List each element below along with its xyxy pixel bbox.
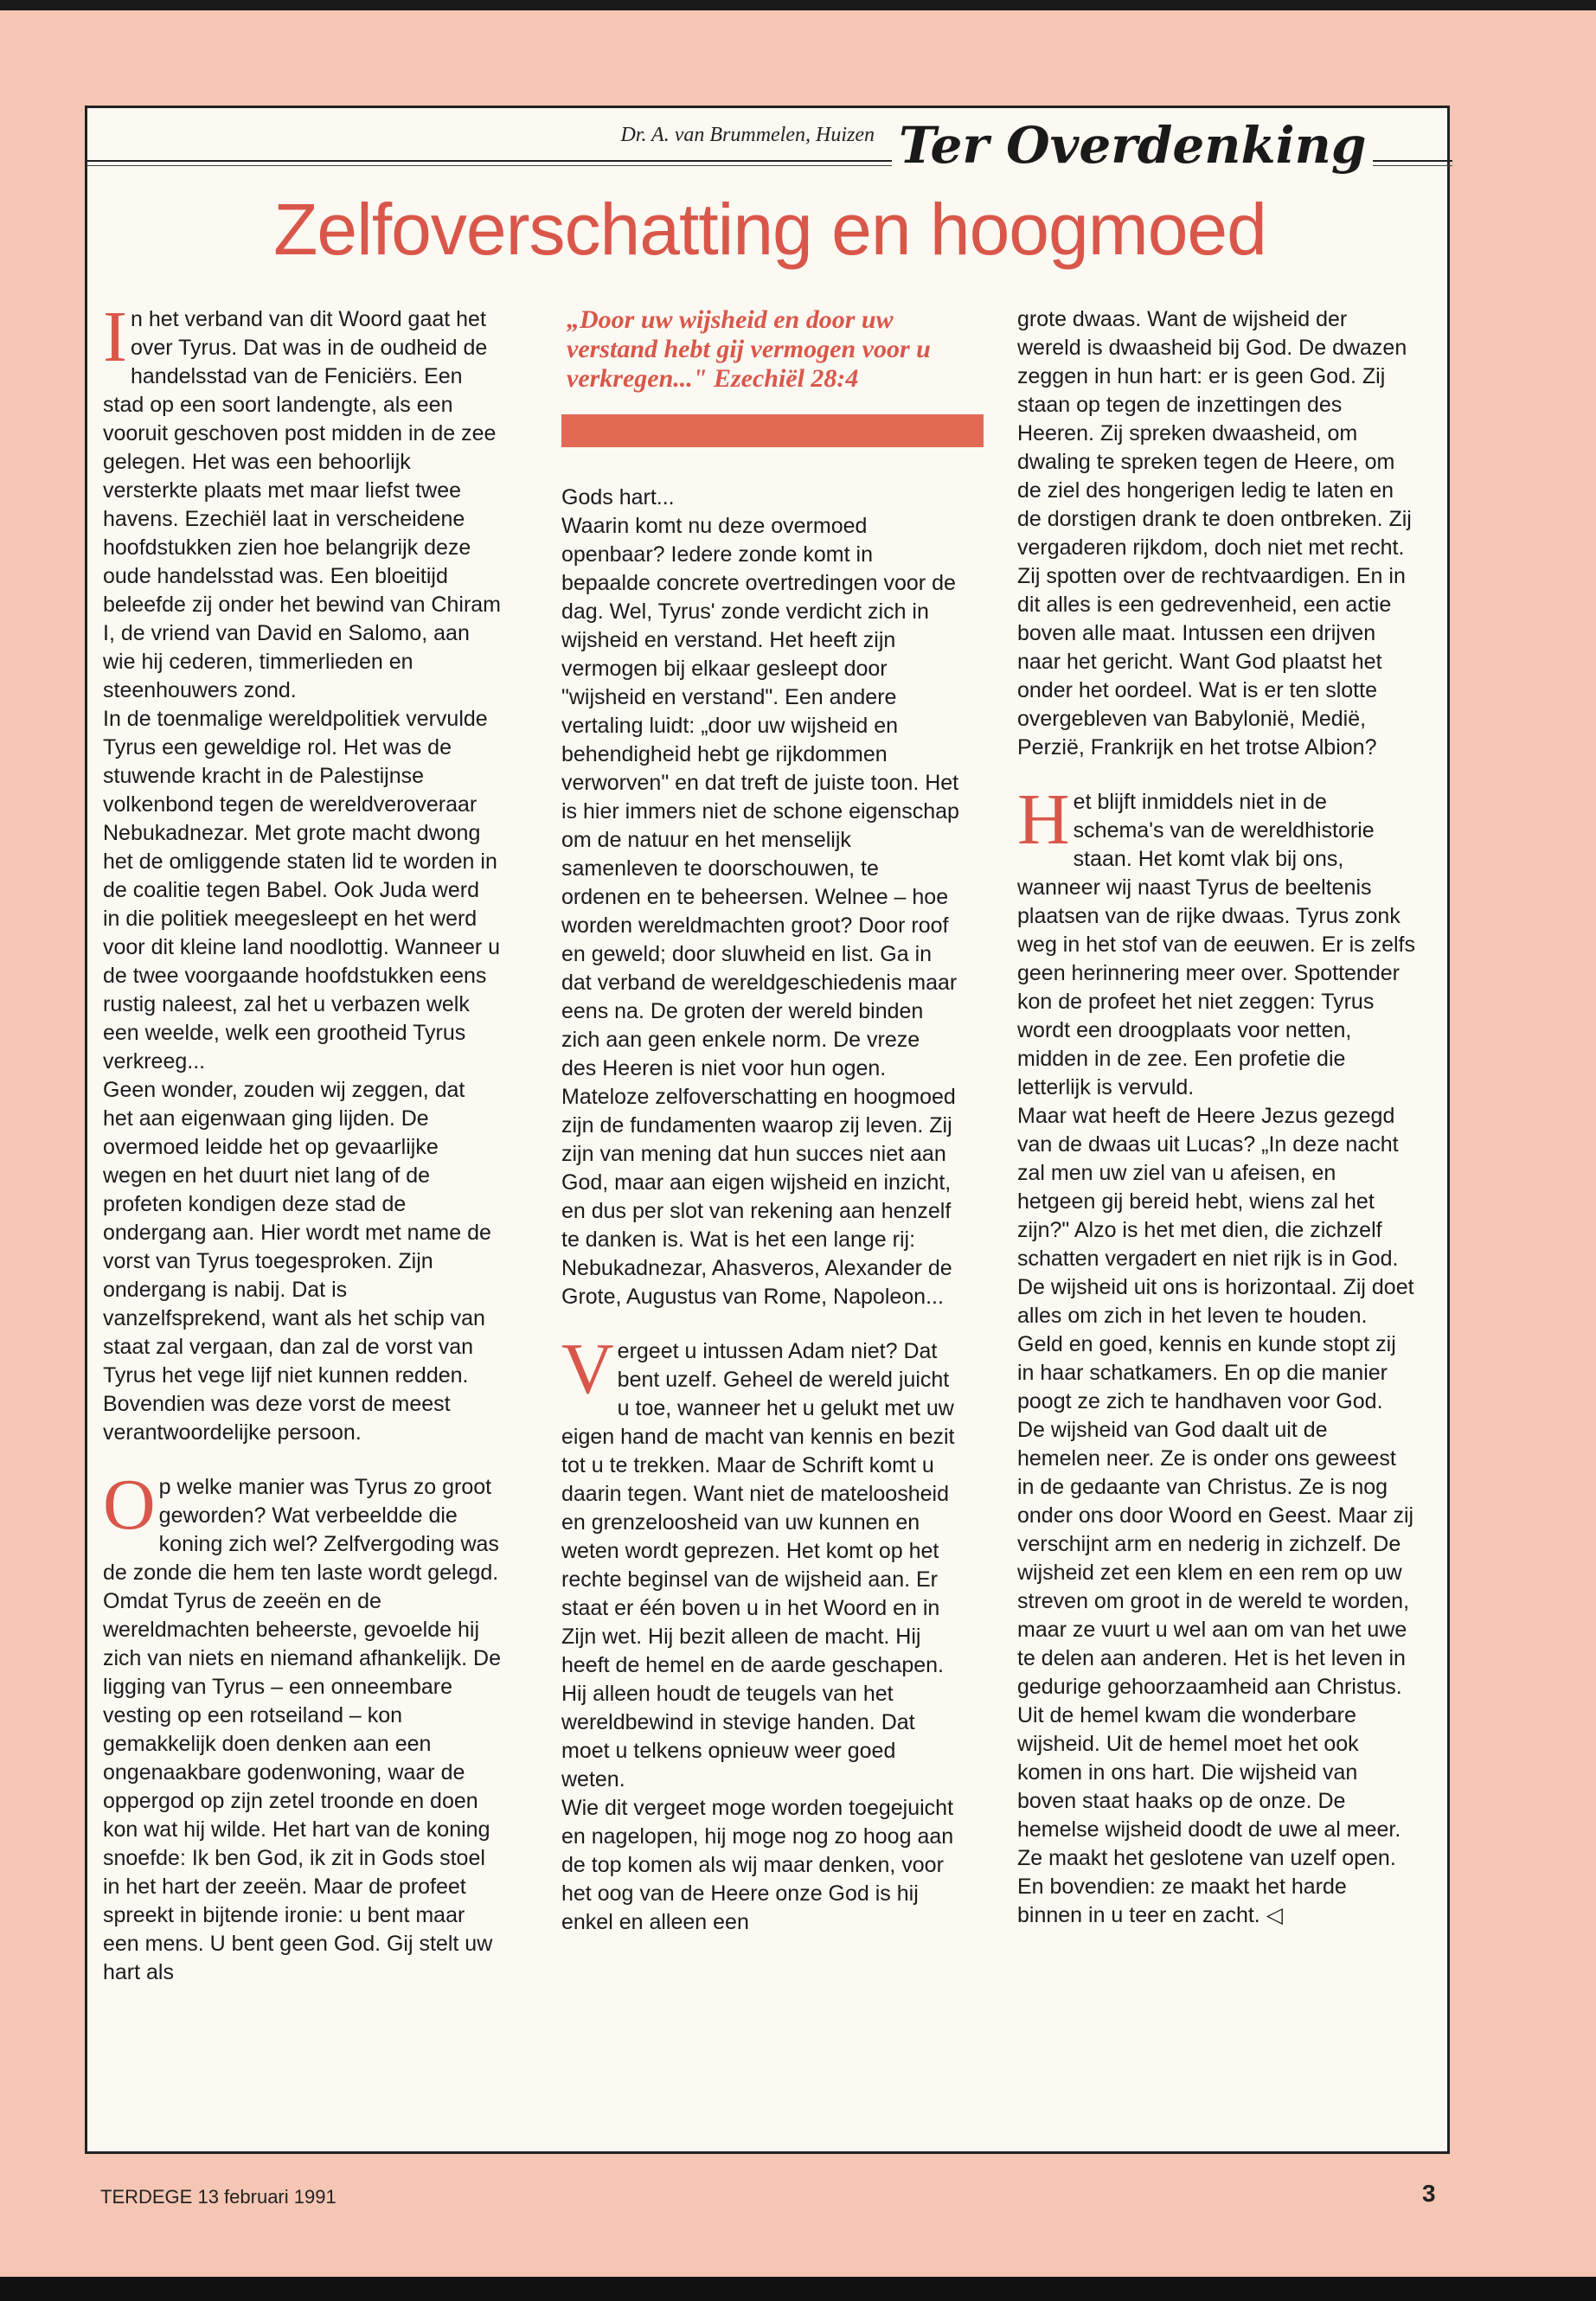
author-byline: Dr. A. van Brummelen, Huizen — [494, 124, 880, 147]
article-panel — [85, 106, 1450, 2154]
paragraph: Geen wonder, zouden wij zeggen, dat het aan eigenwaan ging lijden. De overmoed leidde het op gevaarlijke wegen en het duurt niet lang of de profeten kondigen deze stad de ondergang aan. Hier wordt met name de vorst van Tyrus toegesproken. Zijn ondergang is nabij. Dat is vanzelfsprekend, want als het schip van staat zal vergaan, dan zal de vorst van Tyrus het vege lijf niet kunnen redden. Bovendien was deze vorst de meest verantwoordelijke persoon. — [103, 1078, 491, 1445]
paragraph: Op welke manier was Tyrus zo groot geworden? Wat verbeeldde die koning zich wel? Zelfvergoding was de zonde die hem ten laste wordt gelegd. Omdat Tyrus de zeeën en de wereldmachten beheerste, gevoelde hij zich van niets en niemand afhankelijk. De ligging van Tyrus – een onneembare vesting op een rotseiland – kon gemakkelijk doen denken aan een ongenaakbare godenwoning, waar de oppergod op zijn zetel troonde en doen kon wat hij wilde. Het hart van de koning snoefde: Ik ben God, ik zit in Gods stoel in het hart der zeeën. Maar de profeet spreekt in bijtende ironie: u bent maar een mens. U bent geen God. Gij stelt uw hart als — [103, 1465, 501, 1984]
paragraph: Vergeet u intussen Adam niet? Dat bent uzelf. Geheel de wereld juicht u toe, wanneer het u gelukt met uw eigen hand de macht van kennis en bezit tot u te trekken. Maar de Schrift komt u daarin tegen. Want niet de mateloosheid en grenzeloosheid van uw kunnen en weten wordt geprezen. Het komt op het rechte beginsel van de wijsheid aan. Er staat er één boven u in het Woord en in Zijn wet. Hij bezit alleen de macht. Hij heeft de hemel en de aarde geschapen. Hij alleen houdt de teugels van het wereldbewind in stevige handen. Dat moet u telkens opnieuw weer goed weten. — [561, 1329, 955, 1791]
drop-cap: V — [561, 1329, 614, 1409]
paragraph: Waarin komt nu deze overmoed openbaar? Iedere zonde komt in bepaalde concrete overtredingen voor de dag. Wel, Tyrus' zonde verdicht zich in wijsheid en verstand. Het heeft zijn vermogen bij elkaar gesleept door "wijsheid en verstand". Een andere vertaling luidt: „door uw wijsheid en behendigheid hebt ge rijkdommen verworven" en dat treft de juiste toon. Het is hier immers niet de schone eigenschap om de natuur en het menselijk samenleven te doorschouwen, te ordenen en te beheersen. Welnee – hoe worden wereldmachten groot? Door roof en geweld; door sluwheid en list. Ga in dat verband de wereldgeschiedenis maar eens na. De groten der wereld binden zich aan geen enkele norm. De vreze des Heeren is niet voor hun ogen. Mateloze zelfoverschatting en hoogmoed zijn de fundamenten waarop zij leven. Zij zijn van mening dat hun succes niet aan God, maar aan eigen wijsheid en inzicht, en dus per slot van rekening aan henzelf te danken is. Wat is het een lange rij: Nebukadnezar, Ahasveros, Alexander de Grote, Augustus van Rome, Napoleon... — [561, 514, 959, 1309]
paragraph: Maar wat heeft de Heere Jezus gezegd van de dwaas uit Lucas? „In deze nacht zal men uw ziel van u afeisen, en hetgeen gij bereid hebt, wiens zal het zijn?" Alzo is het met dien, die zichzelf schatten vergadert en niet rijk is in God. De wijsheid uit ons is horizontaal. Zij doet alles om zich in het leven te houden. Geld en goed, kennis en kunde stopt zij in haar schatkamers. En op die manier poogt ze zich te handhaven voor God. — [1017, 1104, 1414, 1413]
top-edge — [0, 0, 1596, 10]
article-title: Zelfoverschatting en hoogmoed — [273, 189, 1266, 270]
bottom-edge — [0, 2277, 1596, 2301]
paragraph: Wie dit vergeet moge worden toegejuicht en nagelopen, hij moge nog zo hoog aan de top komen als wij maar denken, voor het oog van de Heere onze God is hij enkel en alleen een — [561, 1796, 954, 1934]
column-2 — [561, 305, 959, 1937]
section-heading: Ter Overdenking — [892, 108, 1373, 183]
paragraph: De wijsheid van God daalt uit de hemelen neer. Ze is onder ons geweest in de gedaante van Christus. Ze is nog onder ons door Woord en Geest. Maar zij verschijnt arm en nederig in zichzelf. De wijsheid zet een klem en een rem op uw streven om groot in de wereld te worden, maar ze vuurt u wel aan om van het uwe te delen aan anderen. Het is het leven in gedurige gehoorzaamheid aan Christus. Uit de hemel kwam die wonderbare wijsheid. Uit de hemel moet het ook komen in ons hart. Die wijsheid van boven staat haaks op de onze. De hemelse wijsheid doodt de uwe al meer. Ze maakt het geslotene van uzelf open. En bovendien: ze maakt het harde binnen in u teer en zacht. ◁ — [1017, 1418, 1414, 1927]
publication-footer: TERDEGE 13 februari 1991 — [100, 2186, 337, 2208]
drop-cap: I — [103, 297, 127, 377]
column-3 — [1017, 305, 1415, 1930]
column-1 — [103, 297, 501, 1987]
paragraph: Het blijft inmiddels niet in de schema's van de wereldhistorie staan. Het komt vlak bij ons, wanneer wij naast Tyrus de beeltenis plaatsen van de rijke dwaas. Tyrus zonk weg in het stof van de eeuwen. Er is zelfs geen herinnering meer over. Spottender kon de profeet het niet zeggen: Tyrus wordt een droogplaats voor netten, midden in de zee. Een profetie die letterlijk is vervuld. — [1017, 779, 1415, 1099]
drop-cap: H — [1017, 779, 1070, 860]
paragraph: In het verband van dit Woord gaat het over Tyrus. Dat was in de oudheid de handelsstad van de Feniciërs. Een stad op een soort landengte, als een vooruit geschoven post midden in de zee gelegen. Het was een behoorlijk versterkte plaats met maar liefst twee havens. Ezechiël laat in verscheidene hoofdstukken zien hoe belangrijk deze oude handelsstad was. Een bloeitijd beleefde zij onder het bewind van Chiram I, de vriend van David en Salomo, aan wie hij cederen, timmerlieden en steenhouwers zond. — [103, 297, 501, 702]
accent-bar — [561, 414, 984, 447]
paragraph: grote dwaas. Want de wijsheid der wereld is dwaasheid bij God. De dwazen zeggen in hun hart: er is geen God. Zij staan op tegen de inzettingen des Heeren. Zij spreken dwaasheid, om dwaling te spreken tegen de Heere, om de ziel des hongerigen ledig te laten en de dorstigen drank te doen ontbreken. Zij vergaderen rijkdom, doch niet met recht. Zij spotten over de rechtvaardigen. En in dit alles is een gedrevenheid, een actie boven alle maat. Intussen een drijven naar het gericht. Want God plaatst het onder het oordeel. Wat is er ten slotte overgebleven van Babylonië, Medië, Perzië, Frankrijk en het trotse Albion? — [1017, 307, 1412, 760]
paragraph: In de toenmalige wereldpolitiek vervulde Tyrus een geweldige rol. Het was de stuwende kracht in de Palestijnse volkenbond tegen de wereldveroveraar Nebukadnezar. Met grote macht dwong het de omliggende staten lid te worden in de coalitie tegen Babel. Ook Juda werd in die politiek meegesleept en het werd voor dit kleine land noodlottig. Wanneer u de twee voorgaande hoofdstukken eens rustig naleest, zal het u verbazen welk een weelde, welk een grootheid Tyrus verkreeg... — [103, 707, 501, 1074]
page-number: 3 — [1422, 2180, 1436, 2207]
drop-cap: O — [103, 1465, 156, 1545]
paragraph: Gods hart... — [561, 485, 675, 510]
pull-quote: „Door uw wijsheid en door uw verstand hebt gij vermogen voor u verkregen..." Ezechiël 28:4 — [567, 305, 931, 393]
